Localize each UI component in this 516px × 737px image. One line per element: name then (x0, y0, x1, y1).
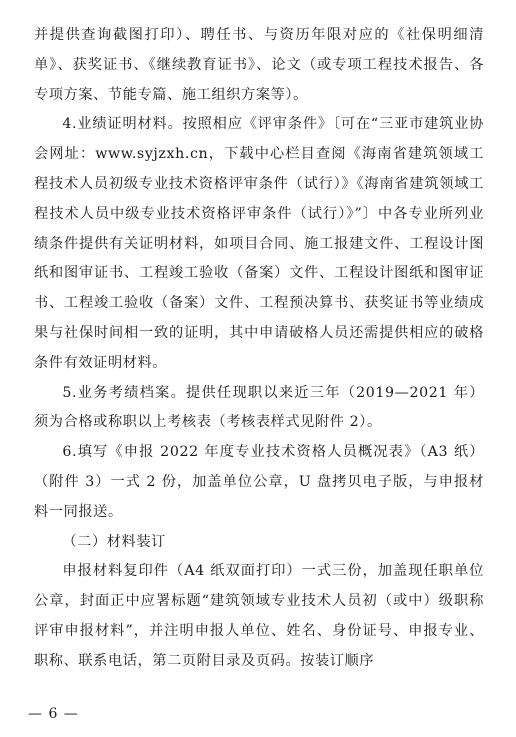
paragraph-binding-rules: 申报材料复印件（A4 纸双面打印）一式三份，加盖现任职单位公章，封面正中应署标题“建筑领域专业技术人员初（或中）级职称评审申报材料”，并注明申报人单位、姓名、身份证号、申报专业、职称、联系电话，第二页附目录及页码。按装订顺序 (34, 563, 484, 669)
paragraph-summary-form: 6.填写《申报 2022 年度专业技术资格人员概况表》（A3 纸）（附件 3）一式 2 份，加盖单位公章，U 盘拷贝电子版，与申报材料一同报送。 (34, 444, 484, 520)
page-number: — 6 — (28, 706, 79, 722)
section-heading-binding: （二）材料装订 (62, 533, 166, 550)
paragraph-assessment-archive: 5.业务考绩档案。提供任现职以来近三年（2019—2021 年）须为合格或称职以上考核表（考核表样式见附件 2）。 (34, 384, 484, 431)
document-body (34, 21, 484, 677)
paragraph-performance-proof: 4.业绩证明材料。按照相应《评审条件》〔可在“三亚市建筑业协会网址：www.syjzxh.cn，下载中心栏目查阅《海南省建筑领域工程技术人员初级专业技术资格评审条件（试行）》《海南省建筑领域工程技术人员中级专业技术资格评审条件（试行）》”〕中各专业所列业绩条件提供有关证明材料，如项目合同、施工报建文件、工程设计图纸和图审证书、工程竣工验收（备案）文件、工程设计图纸和图审证书、工程竣工验收（备案）文件、工程预决算书、获奖证书等业绩成果与社保时间相一致的证明，其中申请破格人员还需提供相应的破格条件有效证明材料。 (34, 116, 484, 371)
paragraph-continued: 并提供查询截图打印）、聘任书、与资历年限对应的《社保明细清单》、获奖证书、《继续教育证书》、论文（或专项工程技术报告、各专项方案、节能专篇、施工组织方案等）。 (34, 27, 484, 103)
